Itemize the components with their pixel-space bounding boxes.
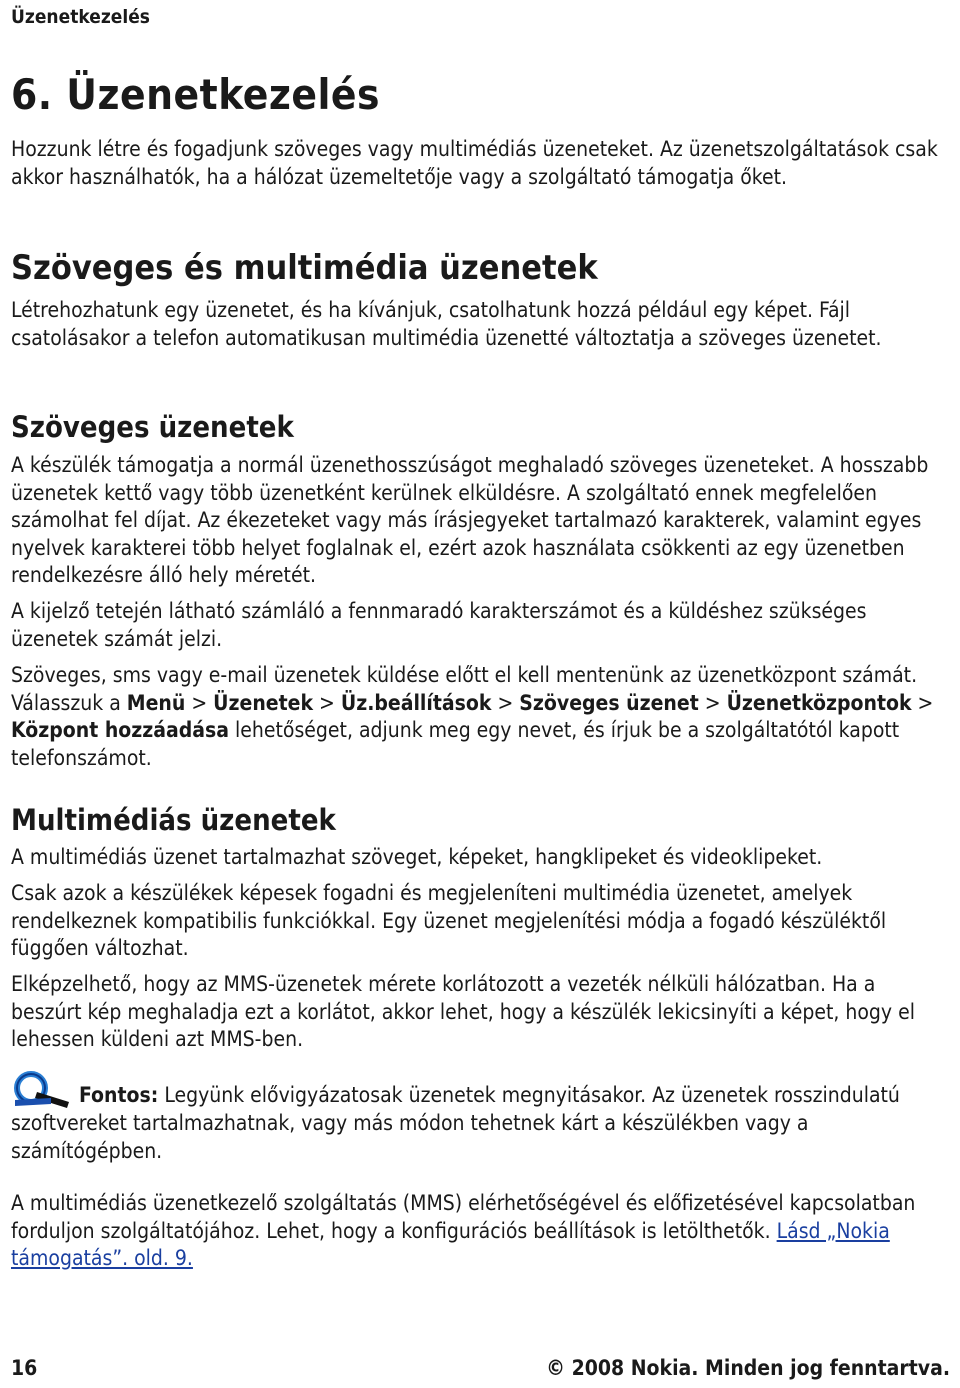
- section-mms-compat: [11, 880, 951, 963]
- intro-text: Hozzunk létre és fogadjunk szöveges vagy multimédiás üzeneteket. Az üzenetszolgáltatások csak akkor használhatók, ha a hálózat üzemeltetője vagy a szolgáltató támogatja őket.: [11, 137, 938, 189]
- important-note: [11, 1070, 951, 1165]
- path-separator: >: [185, 690, 214, 715]
- menu-path-add-centre: Központ hozzáadása: [11, 718, 229, 742]
- menu-path-message-centres: Üzenetközpontok: [726, 690, 912, 715]
- page-number: 16: [11, 1356, 38, 1380]
- running-header: Üzenetkezelés: [11, 6, 150, 28]
- text-run: A multimédiás üzenetkezelő szolgáltatás (MMS) elérhetőségével és előfizetésével kapcsolatban forduljon szolgáltatójához. Lehet, hogy a konfigurációs beállítások is letölthetők.: [11, 1191, 916, 1243]
- paragraph: A készülék támogatja a normál üzenethosszúságot meghaladó szöveges üzeneteket. A hosszabb üzenetek kettő vagy több üzenetként kerülnek elküldésre. A szolgáltató ennek megfelelően számolhat fel díjat. Az ékezeteket vagy más írásjegyeket tartalmazó karakterek, valamint egyes nyelvek karakterei több helyet foglalnak el, ezért azok használata csökkenti az egy üzenetben rendelkezésre álló hely méretét.: [11, 453, 929, 587]
- section-text-multimedia: [11, 248, 951, 288]
- text-run: lehetőséget, adjunk meg egy nevet, és írjuk be a szolgáltatótól kapott telefonszámot.: [11, 718, 900, 770]
- section-sms-center: [11, 662, 951, 772]
- path-separator: >: [698, 690, 727, 715]
- paragraph: Elképzelhető, hogy az MMS-üzenetek mérete korlátozott a vezeték nélküli hálózatban. Ha a beszúrt kép meghaladja ezt a korlátot, akkor lehet, hogy a készülék lekicsinyíti a képet, hogy el lehessen küldeni azt MMS-ben.: [11, 972, 915, 1051]
- section-sms-body: [11, 452, 951, 590]
- paragraph: Csak azok a készülékek képesek fogadni és megjeleníteni multimédia üzenetet, amelyek rendelkeznek kompatibilis funkciókkal. Egy üzenet megjelenítési módja a fogadó készüléktől függően változhat.: [11, 881, 887, 960]
- paragraph: [11, 662, 951, 772]
- section-sms: [11, 410, 951, 444]
- chapter-title: 6. Üzenetkezelés: [11, 70, 381, 119]
- menu-path-menu: Menü: [126, 690, 186, 715]
- text-run: Szöveges, sms vagy e-mail üzenetek küldése előtt el kell mentenünk az üzenetközpont számát. Válasszuk a: [11, 663, 918, 715]
- section-mms-body: [11, 844, 951, 872]
- section-title: Szöveges és multimédia üzenetek: [11, 248, 598, 288]
- section-text-multimedia-body: [11, 297, 951, 352]
- paragraph: [11, 1190, 951, 1273]
- subsection-title: Multimédiás üzenetek: [11, 803, 336, 837]
- menu-path-text-message: Szöveges üzenet: [519, 690, 699, 715]
- section-mms-availability: [11, 1190, 951, 1273]
- note-text: Legyünk elővigyázatosak üzenetek megnyitásakor. Az üzenetek rosszindulatú szoftvereket tartalmazhatnak, vagy más módon tehetnek kárt a készülékben vagy a számítógépben.: [11, 1083, 900, 1163]
- important-icon: [11, 1070, 75, 1110]
- path-separator: >: [911, 690, 934, 715]
- copyright: © 2008 Nokia. Minden jog fenntartva.: [546, 1356, 950, 1380]
- note-paragraph: [11, 1070, 951, 1165]
- paragraph: A kijelző tetején látható számláló a fennmaradó karakterszámot és a küldéshez szükséges üzenetek számát jelzi.: [11, 599, 867, 651]
- section-mms-size: [11, 971, 951, 1054]
- nokia-support-link[interactable]: Lásd „Nokia támogatás”. old. 9.: [11, 1218, 890, 1270]
- note-label: Fontos:: [79, 1083, 159, 1107]
- section-mms: [11, 803, 951, 837]
- path-separator: >: [313, 690, 341, 715]
- path-separator: >: [491, 690, 520, 715]
- menu-path-msg-settings: Üz.beállítások: [340, 690, 492, 715]
- subsection-title: Szöveges üzenetek: [11, 410, 294, 444]
- paragraph: Létrehozhatunk egy üzenetet, és ha kívánjuk, csatolhatunk hozzá például egy képet. Fájl csatolásakor a telefon automatikusan multimédia üzenetté változtatja a szöveges üzenetet.: [11, 298, 882, 350]
- menu-path-messages: Üzenetek: [213, 690, 314, 715]
- section-sms-counter: [11, 598, 951, 653]
- intro-paragraph: [11, 136, 951, 191]
- paragraph: A multimédiás üzenet tartalmazhat szöveget, képeket, hangklipeket és videoklipeket.: [11, 845, 823, 869]
